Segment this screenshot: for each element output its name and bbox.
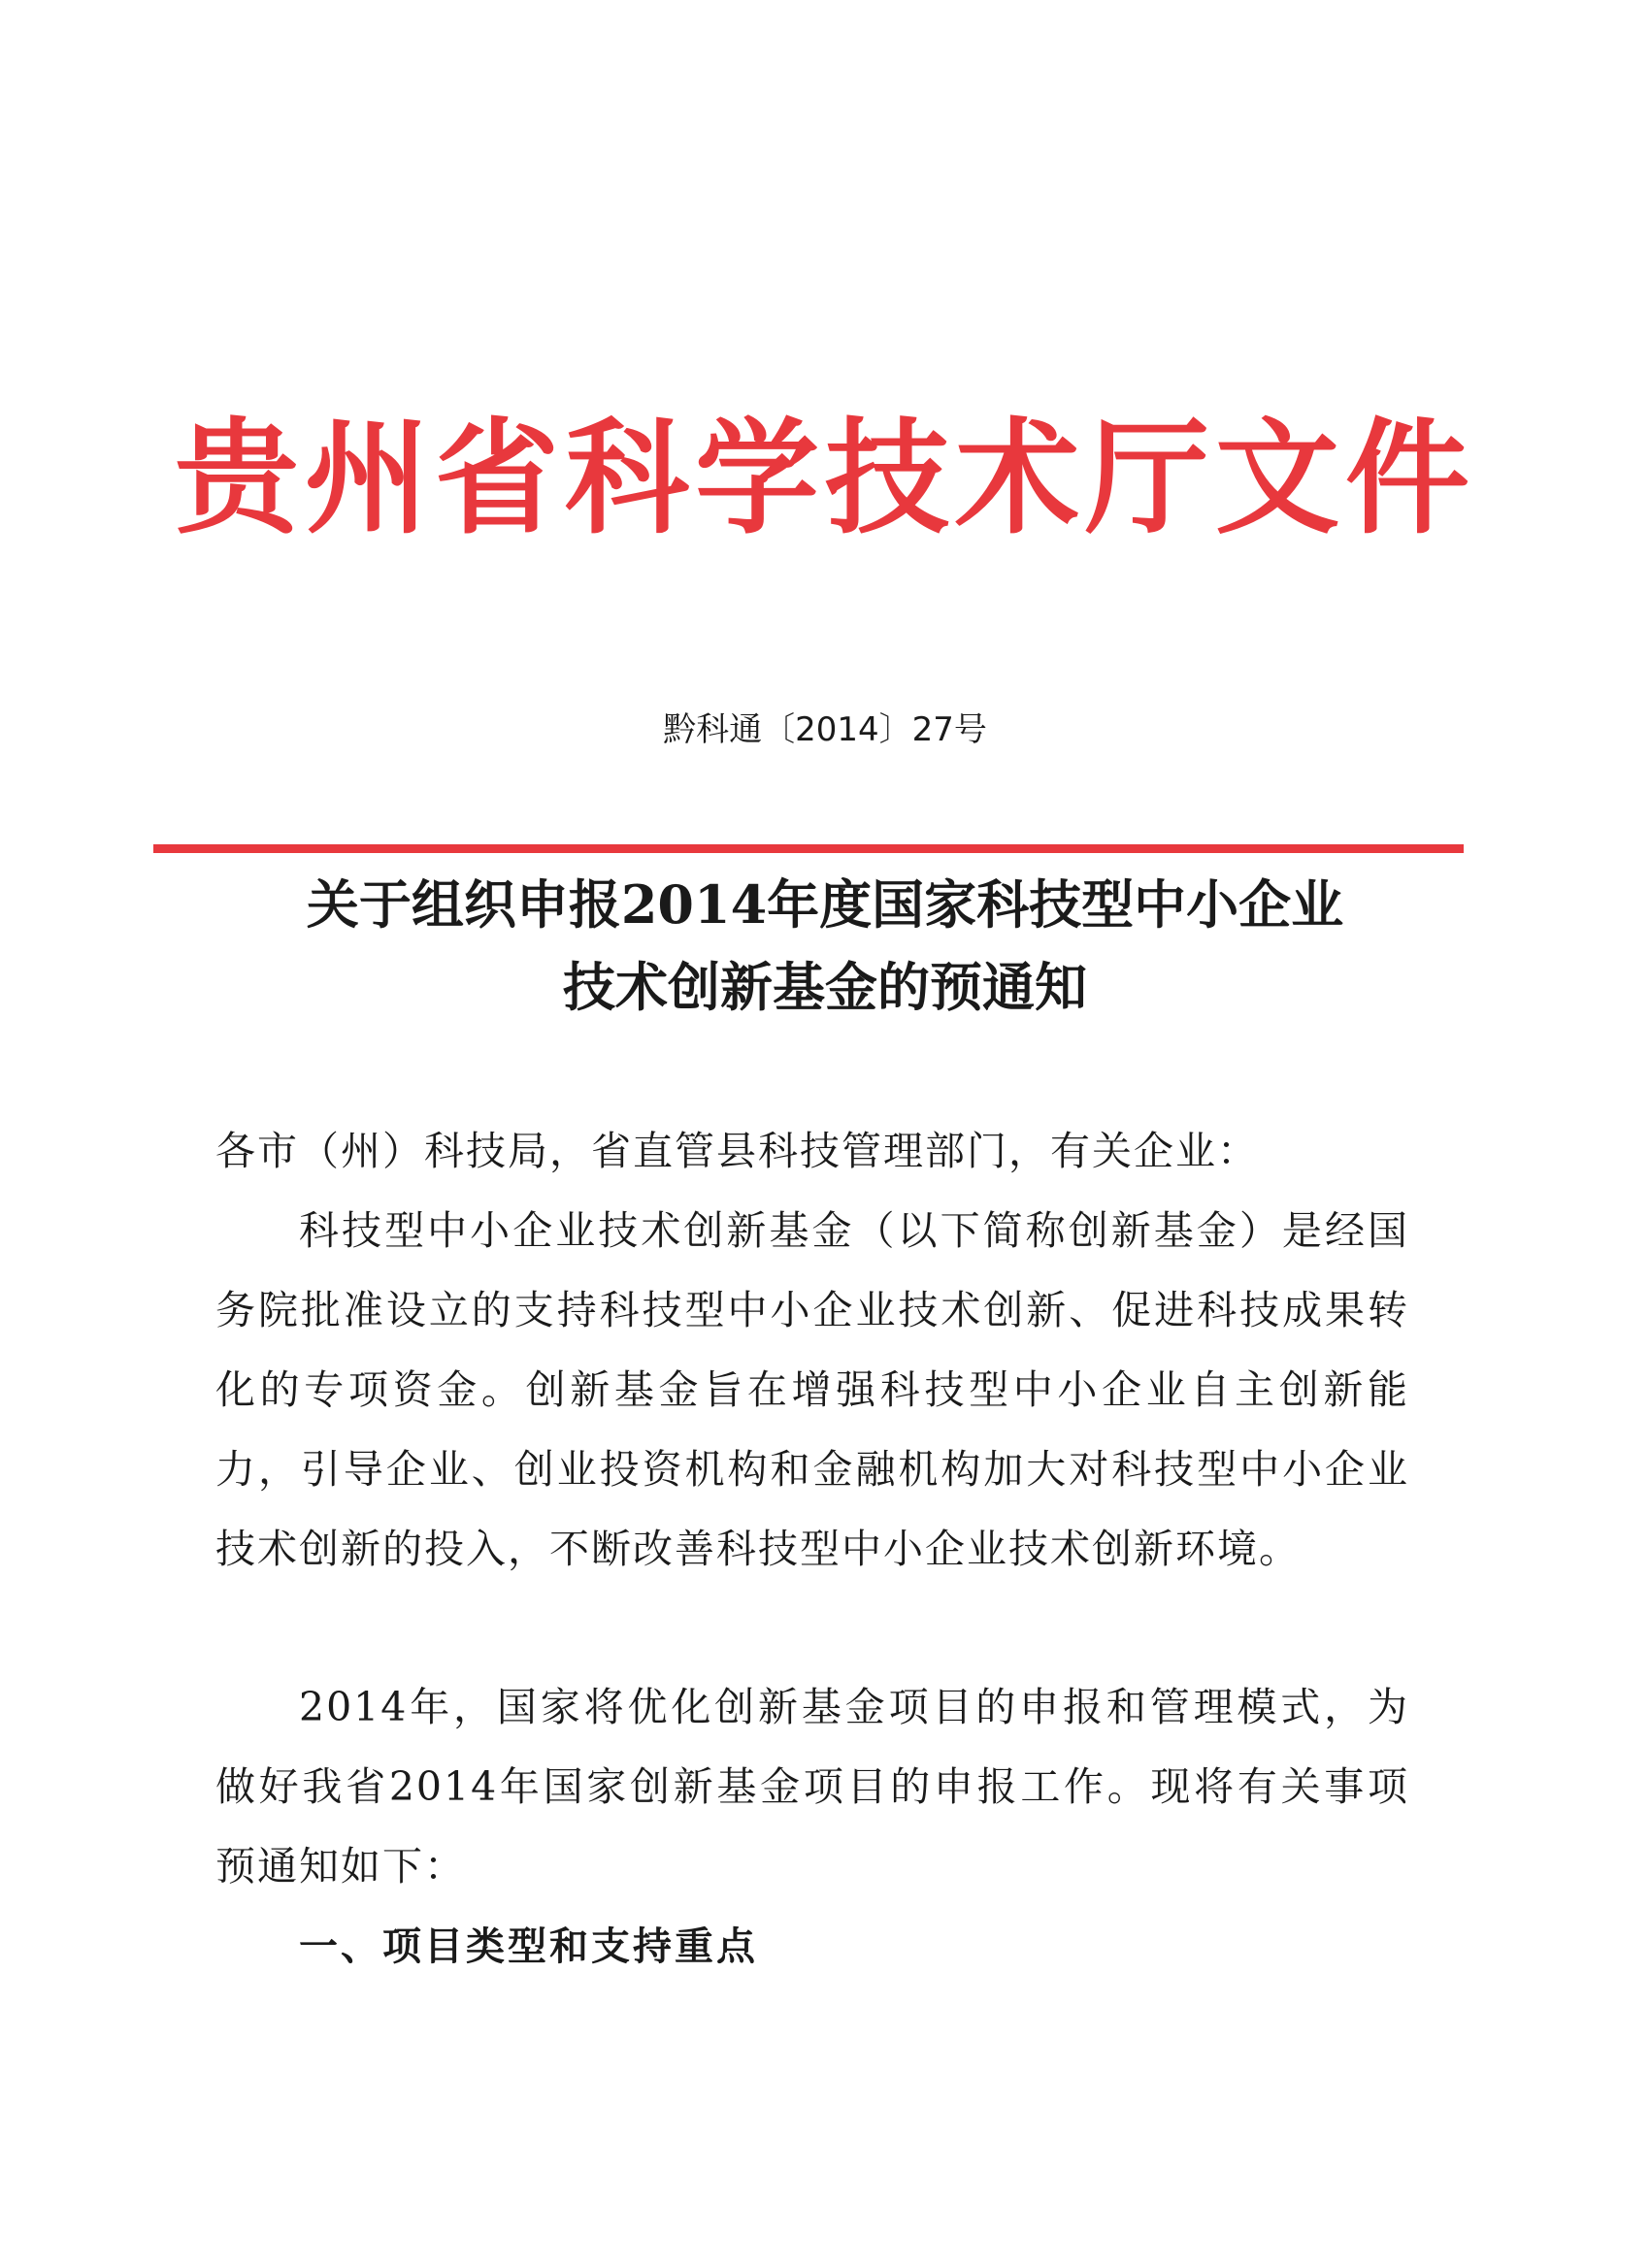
section-heading-1: 一、项目类型和支持重点: [299, 1924, 758, 1969]
masthead-title: 贵州省科学技术厅文件: [174, 407, 1475, 551]
notice-title-line-1: 关于组织申报2014年度国家科技型中小企业: [306, 873, 1344, 936]
salutation: 各市（州）科技局，省直管县科技管理部门，有关企业：: [215, 1128, 1259, 1174]
document-number: 黔科通〔2014〕27号: [663, 710, 987, 749]
notice-title-line-2: 技术创新基金的预通知: [563, 956, 1087, 1018]
body-paragraph-2: 2014年，国家将优化创新基金项目的申报和管理模式，为做好我省2014年国家创新基金项目的申报工作。现将有关事项预通知如下：: [215, 1684, 1409, 1890]
body-paragraph-1: 科技型中小企业技术创新基金（以下简称创新基金）是经国务院批准设立的支持科技型中小企业技术创新、促进科技成果转化的专项资金。创新基金旨在增强科技型中小企业自主创新能力，引导企业、创业投资机构和金融机构加大对科技型中小企业技术创新的投入，不断改善科技型中小企业技术创新环境。: [215, 1207, 1409, 1572]
red-divider-line: [153, 844, 1464, 853]
